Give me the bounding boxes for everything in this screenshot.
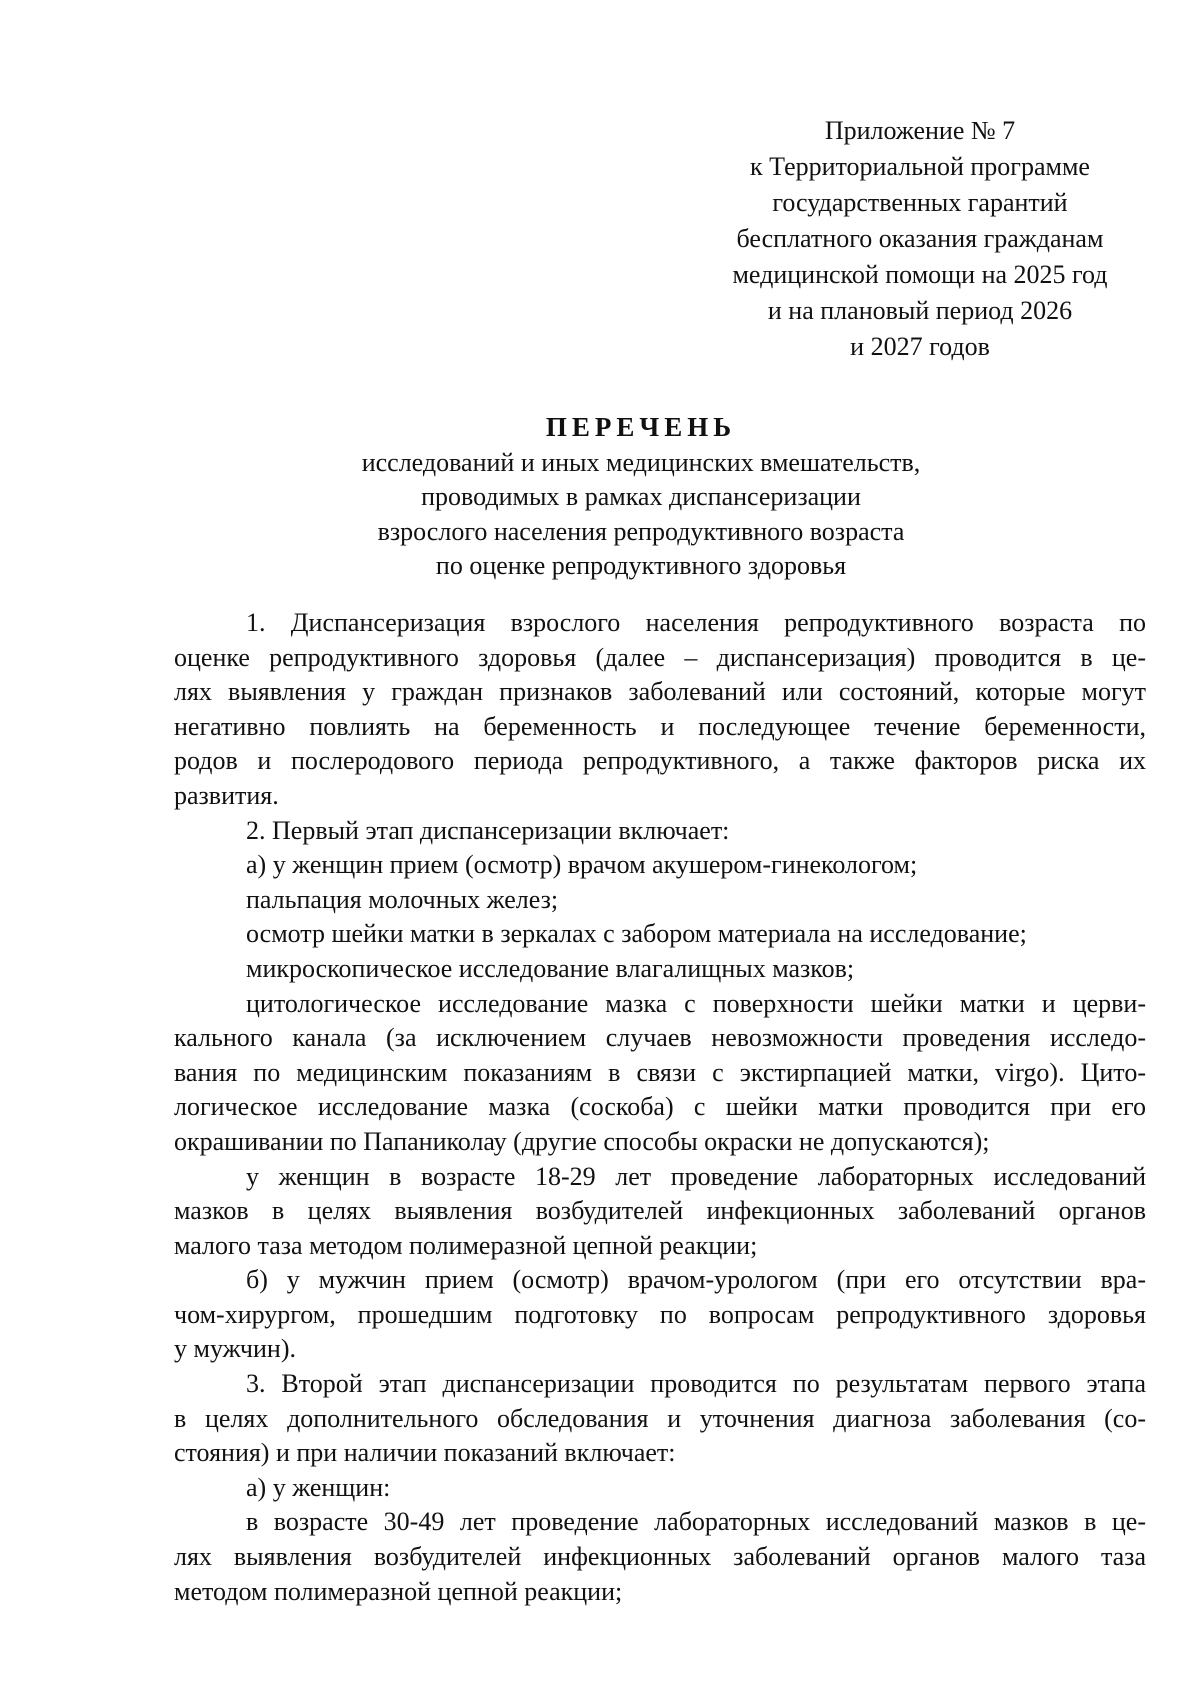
body-line: пальпация молочных желез; <box>246 884 559 914</box>
body-line: а) у женщин прием (осмотр) врачом акушером-гинекологом; <box>246 850 918 880</box>
body-line: малого таза методом полимеразной цепной реакции; <box>174 1230 758 1260</box>
body-line: цитологическое исследование мазка с поверхности шейки матки и церви- <box>246 988 1146 1018</box>
body-line: лях выявления возбудителей инфекционных заболеваний органов малого таза <box>174 1542 1146 1572</box>
appendix-line: государственных гарантий <box>772 188 1068 217</box>
appendix-line: к Территориальной программе <box>750 152 1090 181</box>
body-line: чом-хирургом, прошедшим подготовку по вопросам репродуктивного здоровья <box>174 1299 1146 1329</box>
body-line: окрашивании по Папаниколау (другие способы окраски не допускаются); <box>174 1126 990 1156</box>
body-line: оценке репродуктивного здоровья (далее – диспансеризация) проводится в це- <box>174 642 1146 672</box>
body-line: негативно повлиять на беременность и последующее течение беременности, <box>174 711 1146 741</box>
body-line: у женщин в возрасте 18-29 лет проведение лабораторных исследований <box>246 1161 1146 1191</box>
body-line: лях выявления у граждан признаков заболеваний или состояний, которые могут <box>174 677 1146 707</box>
body-line: 2. Первый этап диспансеризации включает: <box>246 815 730 845</box>
body-line: а) у женщин: <box>246 1472 391 1502</box>
appendix-line: бесплатного оказания гражданам <box>736 224 1104 253</box>
body-line: у мужчин). <box>174 1334 296 1364</box>
body-line: развития. <box>174 780 279 810</box>
body-line: мазков в целях выявления возбудителей инфекционных заболеваний органов <box>174 1196 1146 1226</box>
title-subtitle-line: взрослого населения репродуктивного возраста <box>377 516 905 546</box>
appendix-line: и на плановый период 2026 <box>767 296 1073 325</box>
body-line: вания по медицинским показаниям в связи с экстирпацией матки, virgo). Цито- <box>174 1057 1146 1087</box>
document-body <box>174 606 1146 1609</box>
appendix-line: и 2027 годов <box>850 332 990 361</box>
body-line: б) у мужчин прием (осмотр) врачом-урологом (при его отсутствии вра- <box>246 1265 1146 1295</box>
body-line: осмотр шейки матки в зеркалах с забором материала на исследование; <box>246 919 1027 949</box>
body-line: 3. Второй этап диспансеризации проводится по результатам первого этапа <box>246 1369 1146 1399</box>
appendix-header <box>690 113 1150 365</box>
body-line: логическое исследование мазка (соскоба) с шейки матки проводится при его <box>174 1092 1146 1122</box>
appendix-line: Приложение № 7 <box>824 116 1016 145</box>
body-line: 1. Диспансеризация взрослого населения репродуктивного возраста по <box>246 608 1146 637</box>
body-line: микроскопическое исследование влагалищных мазков; <box>246 953 855 983</box>
document-title <box>172 410 1110 584</box>
body-line: стояния) и при наличии показаний включает: <box>174 1438 676 1468</box>
title-subtitle-line: по оценке репродуктивного здоровья <box>435 551 847 580</box>
title-subtitle-line: проводимых в рамках диспансеризации <box>421 482 861 511</box>
body-line: в возрасте 30-49 лет проведение лабораторных исследований мазков в це- <box>246 1507 1146 1537</box>
appendix-line: медицинской помощи на 2025 год <box>732 260 1108 289</box>
title-subtitle-line: исследований и иных медицинских вмешательств, <box>361 447 921 477</box>
body-line: кального канала (за исключением случаев невозможности проведения исследо- <box>174 1023 1146 1053</box>
body-line: методом полимеразной цепной реакции; <box>174 1576 623 1606</box>
title-main: ПЕРЕЧЕНЬ <box>545 412 737 442</box>
body-line: в целях дополнительного обследования и уточнения диагноза заболевания (со- <box>174 1403 1146 1433</box>
body-line: родов и послеродового периода репродуктивного, а также факторов риска их <box>174 746 1146 776</box>
